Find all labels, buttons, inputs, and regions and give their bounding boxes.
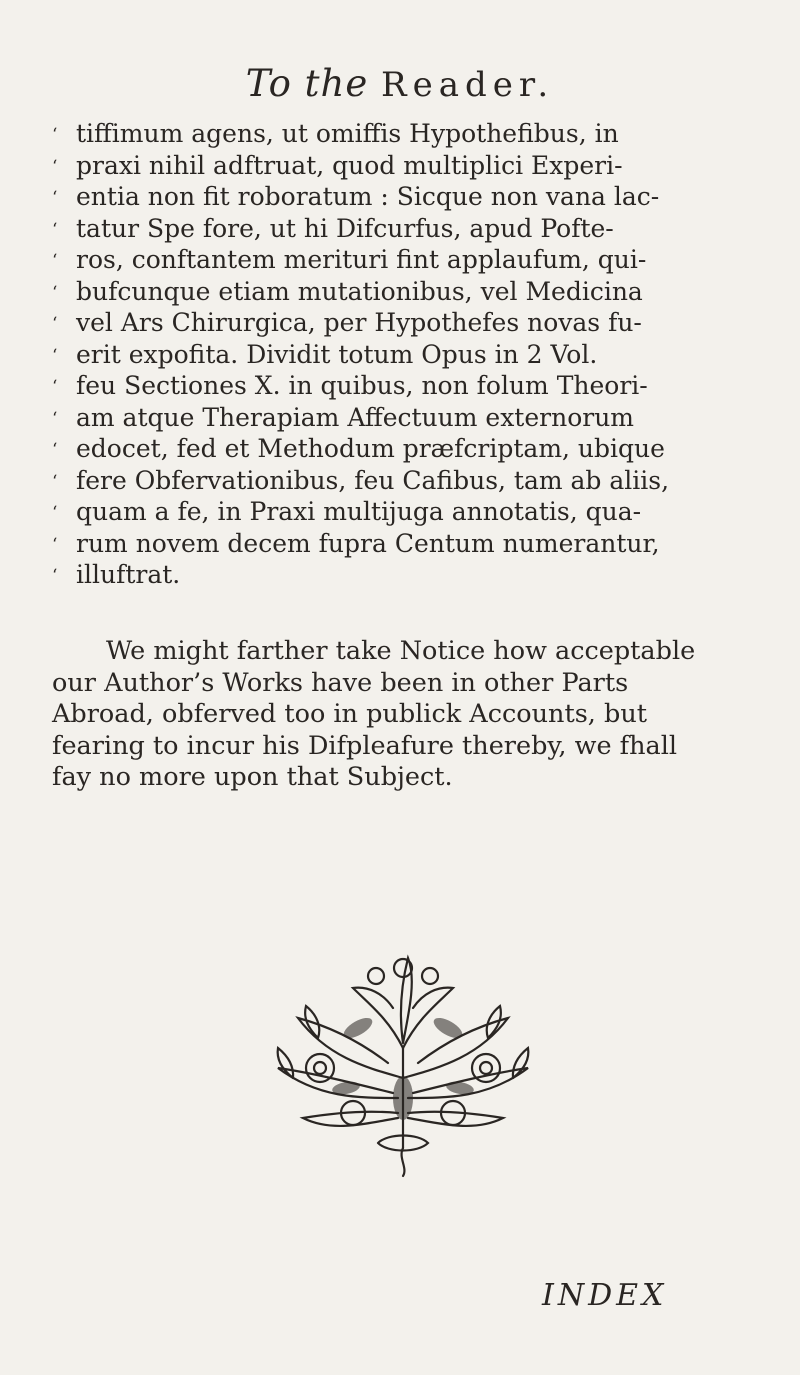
quote-mark: ‘ bbox=[52, 125, 58, 145]
quote-mark: ‘ bbox=[52, 219, 58, 240]
quote-mark: ‘ bbox=[52, 471, 58, 492]
quote-mark: ‘ bbox=[52, 503, 58, 523]
text-line: ‘ bufcunque etiam mutationibus, vel Medicina bbox=[52, 276, 772, 308]
running-header bbox=[0, 62, 800, 105]
text-line: We might farther take Notice how acceptable bbox=[106, 636, 696, 666]
text-line: fay no more upon that Subject. bbox=[52, 762, 453, 792]
text-line: ‘ edocet, fed et Methodum præfcriptam, ubique bbox=[52, 433, 772, 465]
text-line: ‘ rum novem decem fupra Centum numerantur, bbox=[52, 528, 772, 560]
text-line: fearing to incur his Difpleafure thereby, we fhall bbox=[52, 730, 678, 761]
text-line: ‘ tiffimum agens, ut omiffis Hypothefibus, in bbox=[52, 118, 772, 150]
header-title: Reader. bbox=[381, 65, 555, 105]
text-line: ‘ fere Obfervationibus, feu Cafibus, tam ab aliis, bbox=[52, 465, 772, 497]
text-line: ‘ feu Sectiones X. in quibus, non folum Theori- bbox=[52, 370, 772, 402]
text-line: ‘ am atque Therapiam Affectuum externorum bbox=[52, 402, 772, 434]
quote-mark: ‘ bbox=[52, 377, 58, 397]
latin-quotation bbox=[52, 118, 772, 591]
text-line: ‘ tatur Spe fore, ut hi Difcurfus, apud Pofte- bbox=[52, 213, 772, 245]
text-line: ‘ ros, conftantem merituri fint applaufum, qui- bbox=[52, 244, 772, 276]
text-line: ‘ entia non fit roboratum : Sicque non vana lac- bbox=[52, 181, 772, 213]
text-line: ‘ praxi nihil adftruat, quod multiplici Experi- bbox=[52, 150, 772, 182]
catchword: INDEX bbox=[542, 1278, 668, 1313]
text-line: our Author’s Works have been in other Parts bbox=[52, 667, 629, 698]
text-line: ‘ erit expofita. Dividit totum Opus in 2 Vol. bbox=[52, 339, 772, 371]
header-prefix: To the bbox=[245, 62, 369, 105]
quote-mark: ‘ bbox=[52, 156, 58, 177]
english-paragraph bbox=[52, 636, 764, 794]
floral-ornament-icon bbox=[258, 948, 548, 1178]
text-line: ‘ vel Ars Chirurgica, per Hypothefes novas fu- bbox=[52, 307, 772, 339]
quote-mark: ‘ bbox=[52, 282, 58, 303]
quote-mark: ‘ bbox=[52, 251, 58, 271]
quote-mark: ‘ bbox=[52, 345, 58, 366]
quote-mark: ‘ bbox=[52, 440, 58, 460]
text-line: ‘ quam a fe, in Praxi multijuga annotatis, qua- bbox=[52, 496, 772, 528]
text-line: Abroad, obferved too in publick Accounts, but bbox=[52, 699, 648, 729]
quote-mark: ‘ bbox=[52, 534, 58, 555]
text-line: ‘ illuftrat. bbox=[52, 559, 772, 591]
quote-mark: ‘ bbox=[52, 188, 58, 208]
quote-mark: ‘ bbox=[52, 408, 58, 429]
quote-mark: ‘ bbox=[52, 314, 58, 334]
quote-mark: ‘ bbox=[52, 566, 58, 586]
